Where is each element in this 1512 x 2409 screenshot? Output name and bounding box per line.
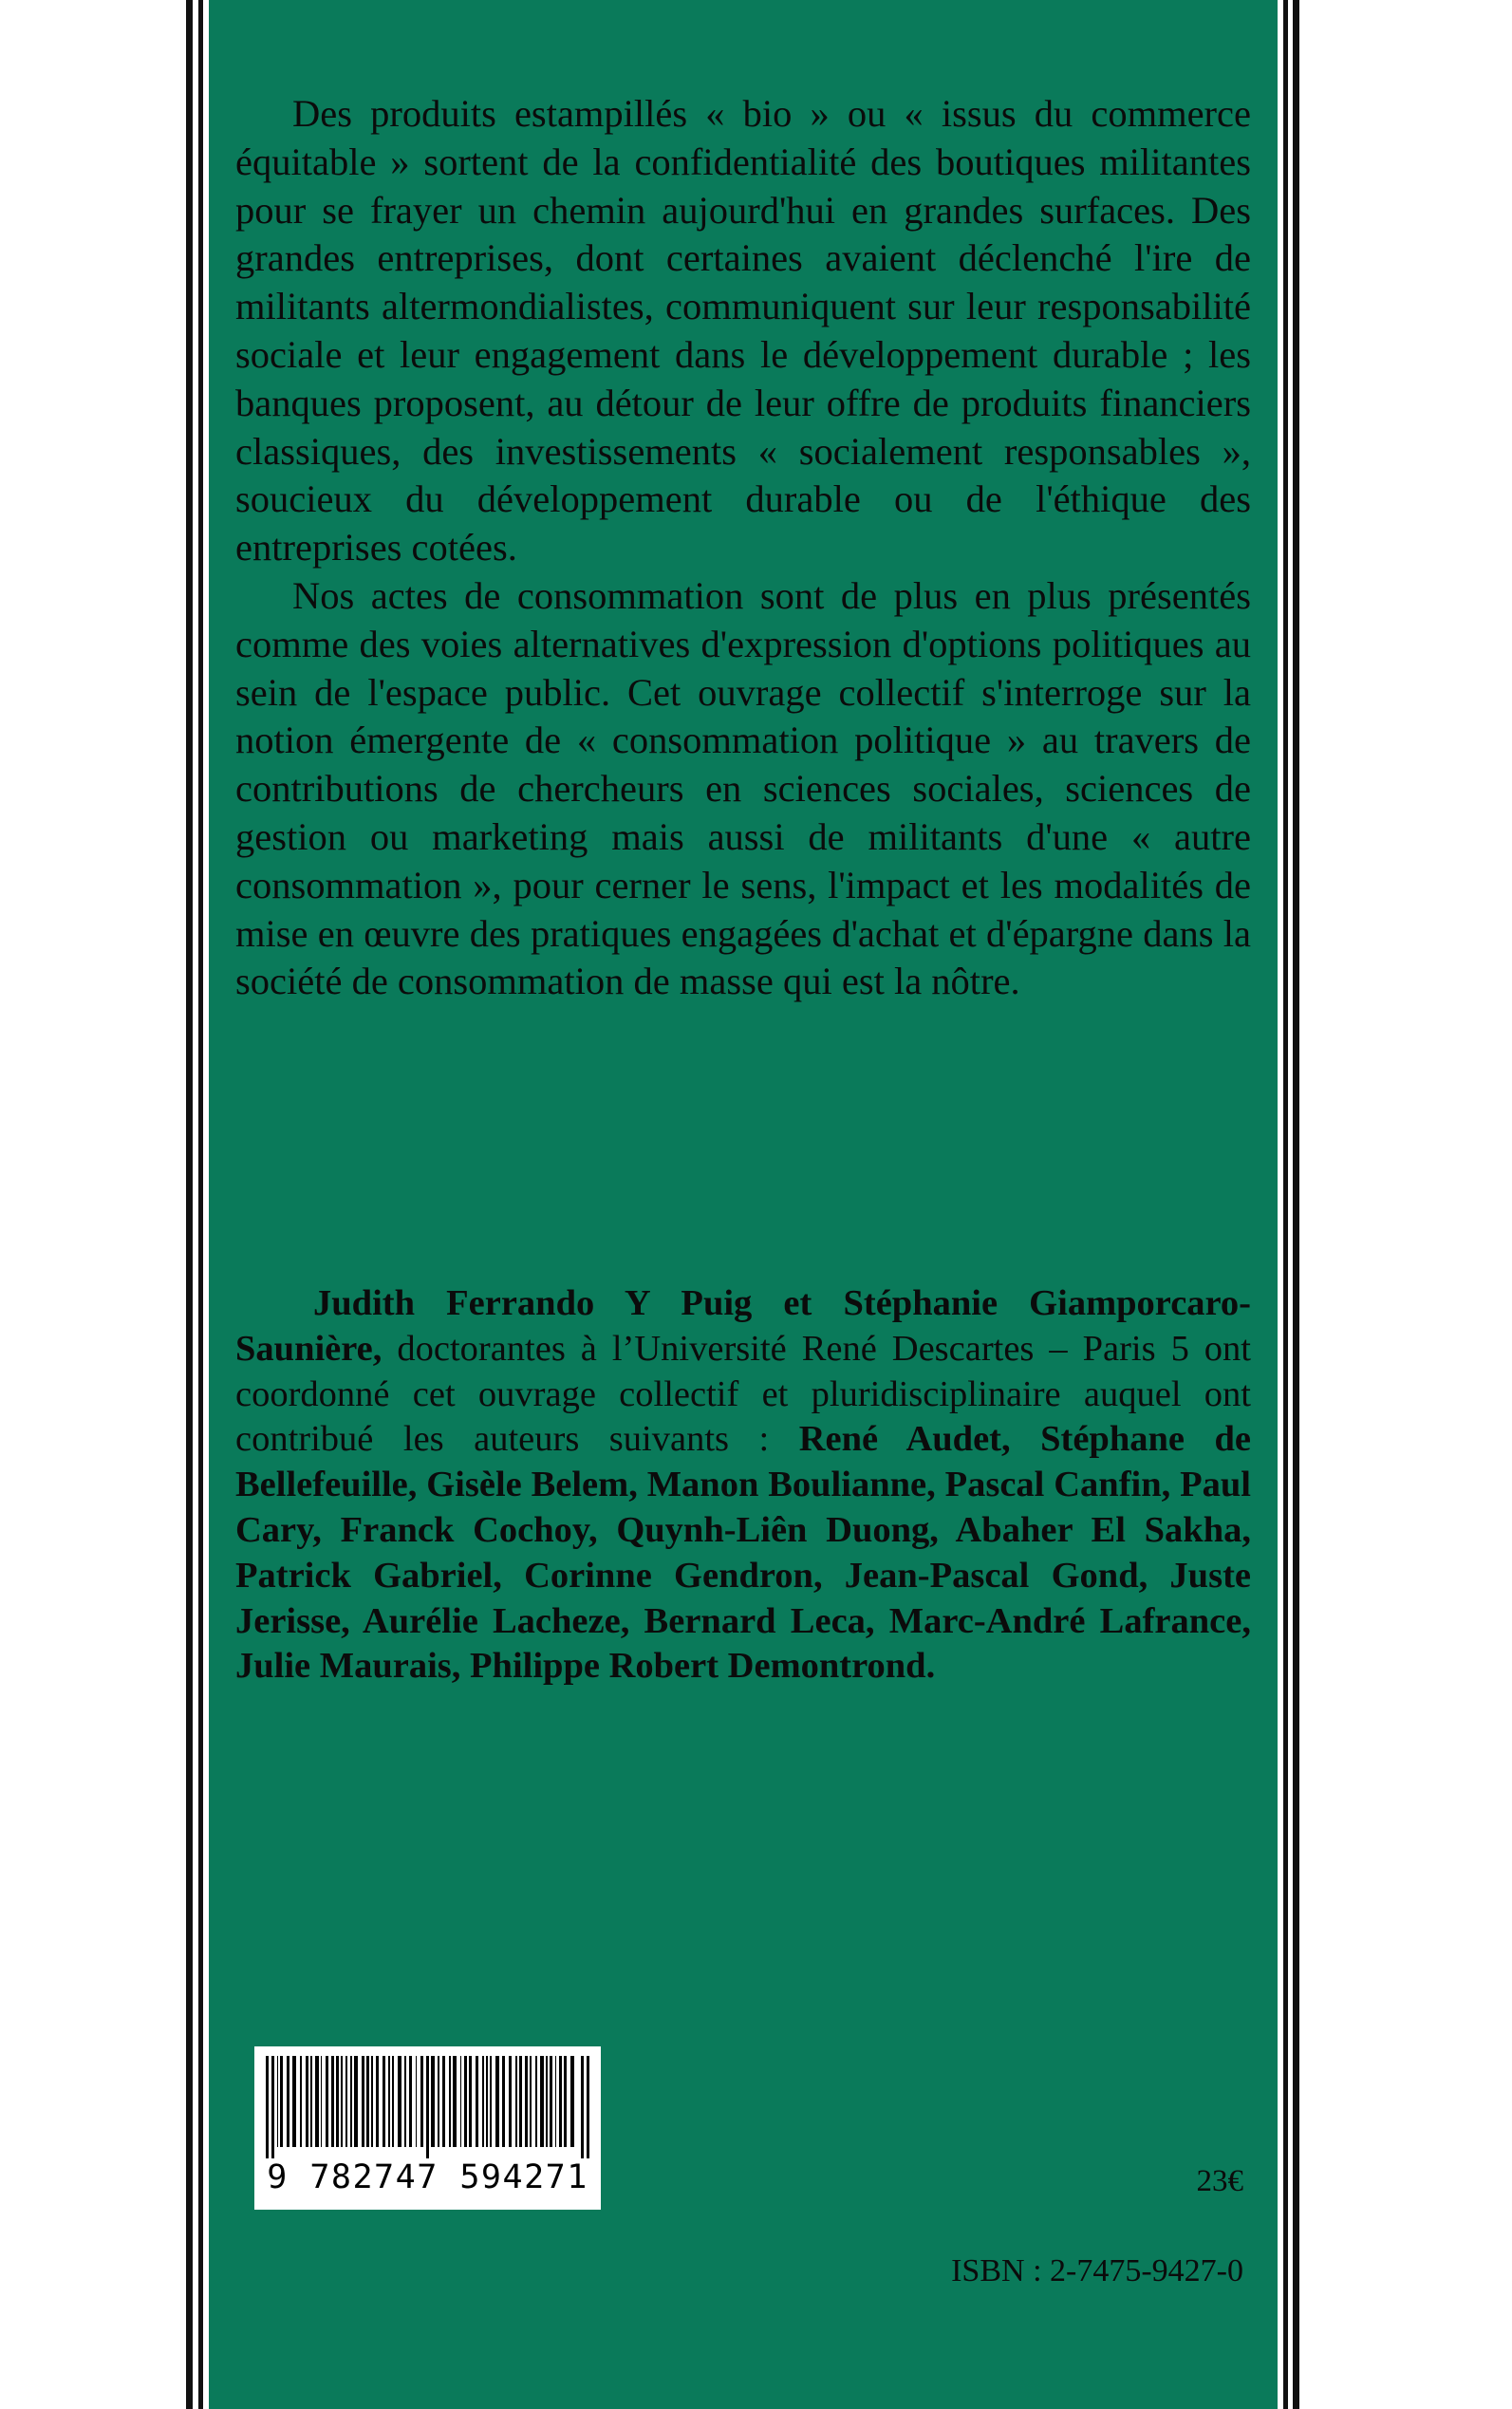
coordinator-names: Judith Ferrando Y Puig et Stéphanie Giamporcaro-Saunière, (235, 1283, 1251, 1369)
coordinators-description: doctorantes à l’Université René Descartes – Paris 5 ont coordonné cet ouvrage collectif et pluridisciplinaire auquel ont contribué les auteurs suivants : (235, 1328, 1251, 1460)
blurb (235, 90, 1251, 1006)
contributor-names: René Audet, Stéphane de Bellefeuille, Gisèle Belem, Manon Boulianne, Pascal Canfin, Paul Cary, Franck Cochoy, Quynh-Liên Duong, Abaher El Sakha, Patrick Gabriel, Corinne Gendron, Jean-Pascal Gond, Juste Jerisse, Aurélie Lacheze, Bernard Leca, Marc-André Lafrance, Julie Maurais, Philippe Robert Demontrond. (235, 1419, 1252, 1687)
frame-line-right-outer (1293, 0, 1299, 2409)
frame-line-right-inner (1283, 0, 1288, 2409)
authors-section (235, 1281, 1251, 1690)
barcode-number: 9 782747 594271 (267, 2158, 588, 2196)
frame-line-left-inner (198, 0, 203, 2409)
price: 23€ (1196, 2164, 1243, 2198)
barcode (254, 2046, 601, 2210)
blurb-paragraph-2: Nos actes de consommation sont de plus en plus présentés comme des voies alternatives d'expression d'options politiques au sein de l'espace public. Cet ouvrage collectif s'interroge sur la notion émergente de « consommation politique » au travers de contributions de chercheurs en sciences sociales, sciences de gestion ou marketing mais aussi de militants d'une « autre consommation », pour cerner le sens, l'impact et les modalités de mise en œuvre des pratiques engagées d'achat et d'épargne dans la société de consommation de masse qui est la nôtre. (235, 573, 1251, 1003)
authors-paragraph (235, 1281, 1251, 1690)
frame-line-left-outer (186, 0, 193, 2409)
isbn: ISBN : 2-7475-9427-0 (951, 2253, 1243, 2288)
blurb-paragraph-1: Des produits estampillés « bio » ou « issus du commerce équitable » sortent de la confidentialité des boutiques militantes pour se frayer un chemin aujourd'hui en grandes surfaces. Des grandes entreprises, dont certaines avaient déclenché l'ire de militants altermondialistes, communiquent sur leur responsabilité sociale et leur engagement dans le développement durable ; les banques proposent, au détour de leur offre de produits financiers classiques, des investissements « socialement responsables », soucieux du développement durable ou de l'éthique des entreprises cotées. (235, 92, 1251, 570)
barcode-bars-icon (262, 2056, 593, 2158)
